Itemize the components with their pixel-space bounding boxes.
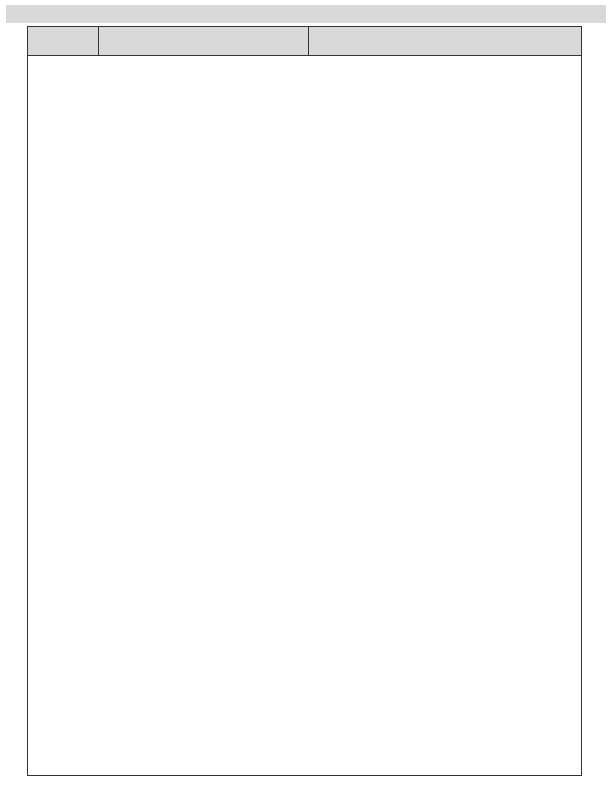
page-title: [6, 5, 606, 23]
table-header: [28, 27, 581, 56]
selection-table: [27, 26, 582, 776]
